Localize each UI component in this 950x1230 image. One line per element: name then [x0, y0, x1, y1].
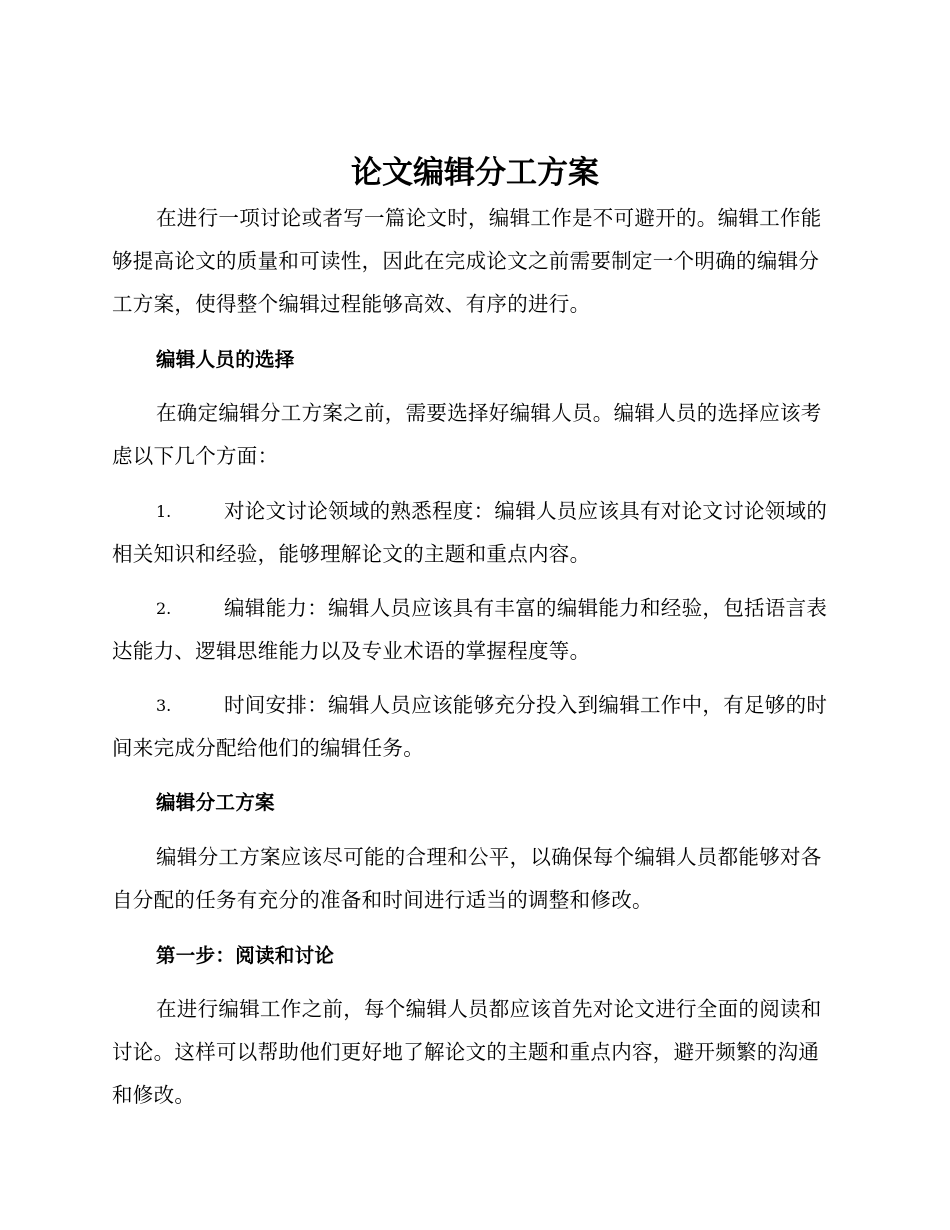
- division-plan-paragraph: 编辑分工方案应该尽可能的合理和公平，以确保每个编辑人员都能够对各自分配的任务有充分的准备和时间进行适当的调整和修改。: [112, 845, 822, 912]
- list-item: 时间安排：编辑人员应该能够充分投入到编辑工作中，有足够的时间来完成分配给他们的编辑任务。: [112, 693, 828, 760]
- step-one-paragraph: 在进行编辑工作之前，每个编辑人员都应该首先对论文进行全面的阅读和讨论。这样可以帮助他们更好地了解论文的主题和重点内容，避开频繁的沟通和修改。: [112, 997, 822, 1107]
- list-item-number: 2.: [156, 599, 172, 618]
- section-heading-editor-selection: 编辑人员的选择: [156, 348, 295, 371]
- intro-paragraph: 在进行一项讨论或者写一篇论文时，编辑工作是不可避开的。编辑工作能够提高论文的质量和可读性，因此在完成论文之前需要制定一个明确的编辑分工方案，使得整个编辑过程能够高效、有序的进行。: [112, 206, 822, 316]
- list-item: 编辑能力：编辑人员应该具有丰富的编辑能力和经验，包括语言表达能力、逻辑思维能力以及专业术语的掌握程度等。: [112, 596, 828, 663]
- list-item: 对论文讨论领域的熟悉程度：编辑人员应该具有对论文讨论领域的相关知识和经验，能够理解论文的主题和重点内容。: [112, 499, 828, 566]
- document-title: 论文编辑分工方案: [351, 155, 599, 191]
- section-heading-step-one: 第一步：阅读和讨论: [156, 944, 335, 967]
- editor-selection-paragraph: 在确定编辑分工方案之前，需要选择好编辑人员。编辑人员的选择应该考虑以下几个方面：: [112, 401, 822, 468]
- list-item-number: 1.: [156, 502, 172, 521]
- section-heading-division-plan: 编辑分工方案: [156, 791, 275, 814]
- list-item-number: 3.: [156, 696, 172, 715]
